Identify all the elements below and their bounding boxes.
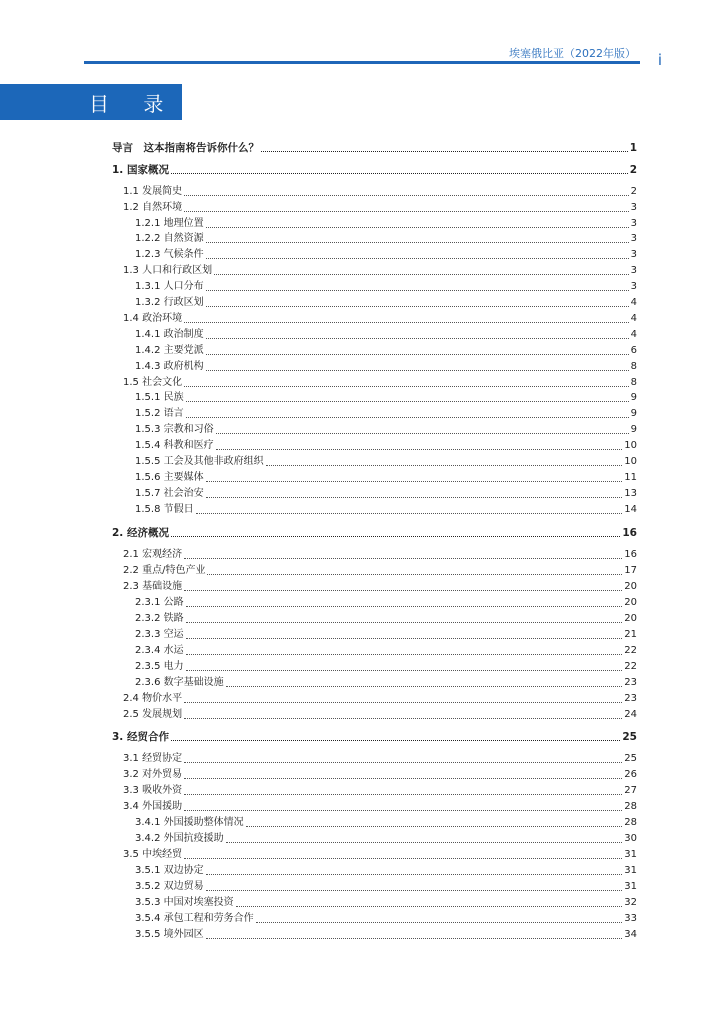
toc-entry-page: 31 (624, 881, 637, 892)
toc-entry-label: 1.4 政治环境 (123, 313, 183, 324)
toc-entry-page: 9 (630, 408, 637, 419)
toc-entry-label: 2.3.2 铁路 (135, 613, 184, 624)
toc-entry-label: 2.3.3 空运 (135, 629, 184, 640)
dot-leader (206, 290, 629, 291)
toc-entry-label: 3.2 对外贸易 (123, 769, 183, 780)
toc-entry-page: 11 (624, 472, 637, 483)
toc-entry-page: 28 (624, 817, 637, 828)
toc-entry[interactable] (135, 408, 637, 420)
toc-entry-label: 1.4.3 政府机构 (135, 361, 204, 372)
toc-entry-page: 23 (624, 693, 637, 704)
toc-entry[interactable] (135, 897, 637, 909)
toc-entry[interactable] (112, 731, 637, 743)
toc-entry-label: 1. 国家概况 (112, 164, 169, 176)
dot-leader (184, 590, 622, 591)
dot-leader (196, 513, 623, 514)
toc-entry-label: 2.4 物价水平 (123, 693, 183, 704)
toc-entry-page: 3 (630, 249, 637, 260)
toc-entry-page: 3 (630, 265, 637, 276)
dot-leader (206, 497, 623, 498)
toc-entry[interactable] (135, 613, 637, 625)
toc-entry-label: 1.4.2 主要党派 (135, 345, 204, 356)
dot-leader (206, 227, 629, 228)
toc-entry[interactable] (135, 504, 637, 516)
toc-entry-page: 13 (624, 488, 637, 499)
toc-entry[interactable] (135, 661, 637, 673)
dot-leader (186, 622, 623, 623)
dot-leader (184, 810, 622, 811)
toc-entry[interactable] (135, 329, 637, 341)
toc-entry[interactable] (135, 913, 637, 925)
toc-entry-page: 3 (630, 218, 637, 229)
toc-entry-page: 2 (630, 186, 637, 197)
toc-entry-label: 3.5 中埃经贸 (123, 849, 183, 860)
toc-entry[interactable] (135, 233, 637, 245)
toc-title: 目 录 (89, 91, 178, 116)
dot-leader (236, 906, 623, 907)
toc-entry-page: 16 (624, 549, 637, 560)
toc-entry-page: 4 (630, 313, 637, 324)
toc-entry[interactable] (135, 218, 637, 230)
toc-entry[interactable] (135, 345, 637, 357)
dot-leader (184, 558, 622, 559)
toc-entry-page: 28 (624, 801, 637, 812)
toc-entry-page: 2 (629, 164, 637, 176)
toc-entry-page: 10 (624, 440, 637, 451)
toc-entry-label: 3.4.2 外国抗疫援助 (135, 833, 224, 844)
dot-leader (226, 686, 623, 687)
dot-leader (186, 606, 623, 607)
toc-entry[interactable] (123, 377, 637, 389)
toc-entry-page: 9 (630, 392, 637, 403)
dot-leader (207, 574, 622, 575)
toc-entry-label: 1.5.2 语言 (135, 408, 184, 419)
toc-entry-label: 3.5.2 双边贸易 (135, 881, 204, 892)
dot-leader (216, 433, 629, 434)
toc-entry-label: 2.2 重点/特色产业 (123, 565, 206, 576)
toc-entry[interactable] (123, 565, 637, 577)
toc-entry[interactable] (135, 645, 637, 657)
toc-entry[interactable] (135, 424, 637, 436)
toc-entry-page: 20 (624, 581, 637, 592)
dot-leader (171, 740, 620, 741)
toc-entry[interactable] (123, 849, 637, 861)
toc-entry[interactable] (135, 597, 637, 609)
toc-entry-label: 1.2 自然环境 (123, 202, 183, 213)
dot-leader (184, 195, 629, 196)
toc-entry-label: 1.3.1 人口分布 (135, 281, 204, 292)
toc-entry-page: 25 (622, 731, 637, 743)
toc-entry-page: 26 (624, 769, 637, 780)
toc-entry-page: 6 (630, 345, 637, 356)
toc-entry-page: 8 (630, 361, 637, 372)
toc-entry-page: 22 (624, 645, 637, 656)
running-header-title: 埃塞俄比亚（2022年版） (509, 47, 636, 60)
toc-entry[interactable] (123, 581, 637, 593)
toc-entry-page: 3 (630, 202, 637, 213)
dot-leader (186, 670, 623, 671)
toc-entry-label: 1.5.6 主要媒体 (135, 472, 204, 483)
toc-entry[interactable] (123, 753, 637, 765)
dot-leader (266, 465, 623, 466)
toc-entry-label: 1.5.8 节假日 (135, 504, 194, 515)
toc-entry[interactable] (135, 865, 637, 877)
toc-entry-page: 33 (624, 913, 637, 924)
toc-entry-label: 3.5.3 中国对埃塞投资 (135, 897, 234, 908)
toc-entry-label: 3.4.1 外国援助整体情况 (135, 817, 244, 828)
toc-entry-label: 2.5 发展规划 (123, 709, 183, 720)
toc-entry[interactable] (135, 488, 637, 500)
toc-entry-label: 3. 经贸合作 (112, 731, 169, 743)
toc-entry[interactable] (135, 361, 637, 373)
toc-entry-page: 1 (629, 142, 637, 154)
toc-entry-label: 1.2.3 气候条件 (135, 249, 204, 260)
toc-entry[interactable] (135, 249, 637, 261)
dot-leader (206, 874, 623, 875)
toc-entry-page: 27 (624, 785, 637, 796)
dot-leader (186, 654, 623, 655)
dot-leader (184, 386, 629, 387)
toc-entry[interactable] (123, 709, 637, 721)
dot-leader (206, 258, 629, 259)
toc-entry-page: 22 (624, 661, 637, 672)
dot-leader (216, 449, 623, 450)
toc-entry-label: 1.3 人口和行政区划 (123, 265, 213, 276)
dot-leader (184, 778, 622, 779)
toc-entry[interactable] (123, 549, 637, 561)
toc-entry[interactable] (135, 472, 637, 484)
toc-entry-label: 1.5.5 工会及其他非政府组织 (135, 456, 264, 467)
toc-entry[interactable] (123, 202, 637, 214)
toc-entry-label: 2. 经济概况 (112, 527, 169, 539)
toc-entry-label: 1.2.1 地理位置 (135, 218, 204, 229)
dot-leader (206, 481, 623, 482)
toc-entry[interactable] (135, 392, 637, 404)
toc-entry-page: 34 (624, 929, 637, 940)
toc-entry-page: 3 (630, 281, 637, 292)
dot-leader (186, 417, 629, 418)
toc-entry[interactable] (123, 265, 637, 277)
toc-entry[interactable] (135, 833, 637, 845)
toc-entry-page: 8 (630, 377, 637, 388)
dot-leader (214, 274, 629, 275)
toc-entry-label: 1.1 发展简史 (123, 186, 183, 197)
toc-entry-label: 2.3.1 公路 (135, 597, 184, 608)
dot-leader (171, 536, 620, 537)
toc-entry-page: 21 (624, 629, 637, 640)
toc-entry-label: 3.1 经贸协定 (123, 753, 183, 764)
toc-entry[interactable] (135, 440, 637, 452)
dot-leader (184, 718, 622, 719)
toc-entry-label: 1.3.2 行政区划 (135, 297, 204, 308)
dot-leader (246, 826, 623, 827)
dot-leader (171, 173, 628, 174)
toc-entry-label: 1.5 社会文化 (123, 377, 183, 388)
toc-entry-label: 2.1 宏观经济 (123, 549, 183, 560)
toc-entry-label: 3.3 吸收外资 (123, 785, 183, 796)
toc-entry[interactable] (135, 881, 637, 893)
dot-leader (186, 638, 623, 639)
toc-entry[interactable] (112, 164, 637, 176)
toc-entry-label: 3.5.1 双边协定 (135, 865, 204, 876)
dot-leader (206, 890, 623, 891)
toc-entry[interactable] (135, 629, 637, 641)
toc-entry-page: 17 (624, 565, 637, 576)
toc-entry-page: 10 (624, 456, 637, 467)
toc-entry[interactable] (123, 769, 637, 781)
toc-entry-page: 14 (624, 504, 637, 515)
dot-leader (184, 322, 629, 323)
toc-entry-page: 25 (624, 753, 637, 764)
toc-entry-page: 20 (624, 597, 637, 608)
toc-entry[interactable] (123, 313, 637, 325)
toc-entry-label: 1.4.1 政治制度 (135, 329, 204, 340)
toc-entry[interactable] (123, 693, 637, 705)
toc-entry-label: 1.5.4 科教和医疗 (135, 440, 214, 451)
toc-entry[interactable] (112, 527, 637, 539)
dot-leader (206, 242, 629, 243)
toc-entry-page: 23 (624, 677, 637, 688)
toc-entry-label: 1.5.7 社会治安 (135, 488, 204, 499)
toc-entry-label: 1.2.2 自然资源 (135, 233, 204, 244)
toc-entry-page: 30 (624, 833, 637, 844)
dot-leader (261, 151, 628, 152)
page-number: i (657, 51, 662, 69)
toc-entry-label: 3.4 外国援助 (123, 801, 183, 812)
dot-leader (206, 306, 629, 307)
toc-entry[interactable] (123, 186, 637, 198)
toc-entry-page: 4 (630, 297, 637, 308)
toc-entry-label: 3.5.5 境外园区 (135, 929, 204, 940)
toc-entry-page: 3 (630, 233, 637, 244)
dot-leader (186, 401, 629, 402)
toc-entry-page: 9 (630, 424, 637, 435)
dot-leader (184, 211, 629, 212)
dot-leader (206, 338, 629, 339)
toc-entry[interactable] (135, 297, 637, 309)
dot-leader (184, 794, 622, 795)
toc-entry[interactable] (135, 456, 637, 468)
toc-entry[interactable] (123, 785, 637, 797)
toc-entry-label: 2.3.6 数字基础设施 (135, 677, 224, 688)
toc-entry-page: 31 (624, 865, 637, 876)
toc-entry[interactable] (135, 677, 637, 689)
toc-entry-label: 3.5.4 承包工程和劳务合作 (135, 913, 254, 924)
dot-leader (184, 702, 622, 703)
toc-entry[interactable] (135, 281, 637, 293)
toc-entry-page: 31 (624, 849, 637, 860)
dot-leader (184, 858, 622, 859)
dot-leader (206, 370, 629, 371)
toc-entry[interactable] (135, 929, 637, 941)
dot-leader (256, 922, 623, 923)
toc-entry-label: 2.3.5 电力 (135, 661, 184, 672)
toc-entry-page: 16 (622, 527, 637, 539)
toc-entry[interactable] (135, 817, 637, 829)
toc-entry-page: 24 (624, 709, 637, 720)
dot-leader (206, 354, 629, 355)
toc-entry[interactable] (112, 142, 637, 154)
toc-entry[interactable] (123, 801, 637, 813)
toc-entry-label: 1.5.1 民族 (135, 392, 184, 403)
toc-entry-page: 32 (624, 897, 637, 908)
toc-entry-page: 4 (630, 329, 637, 340)
toc-entry-page: 20 (624, 613, 637, 624)
dot-leader (184, 762, 622, 763)
dot-leader (206, 938, 623, 939)
toc-entry-label: 导言 这本指南将告诉你什么？ (112, 142, 259, 154)
toc-entry-label: 2.3 基础设施 (123, 581, 183, 592)
dot-leader (226, 842, 623, 843)
toc-entry-label: 1.5.3 宗教和习俗 (135, 424, 214, 435)
toc-entry-label: 2.3.4 水运 (135, 645, 184, 656)
